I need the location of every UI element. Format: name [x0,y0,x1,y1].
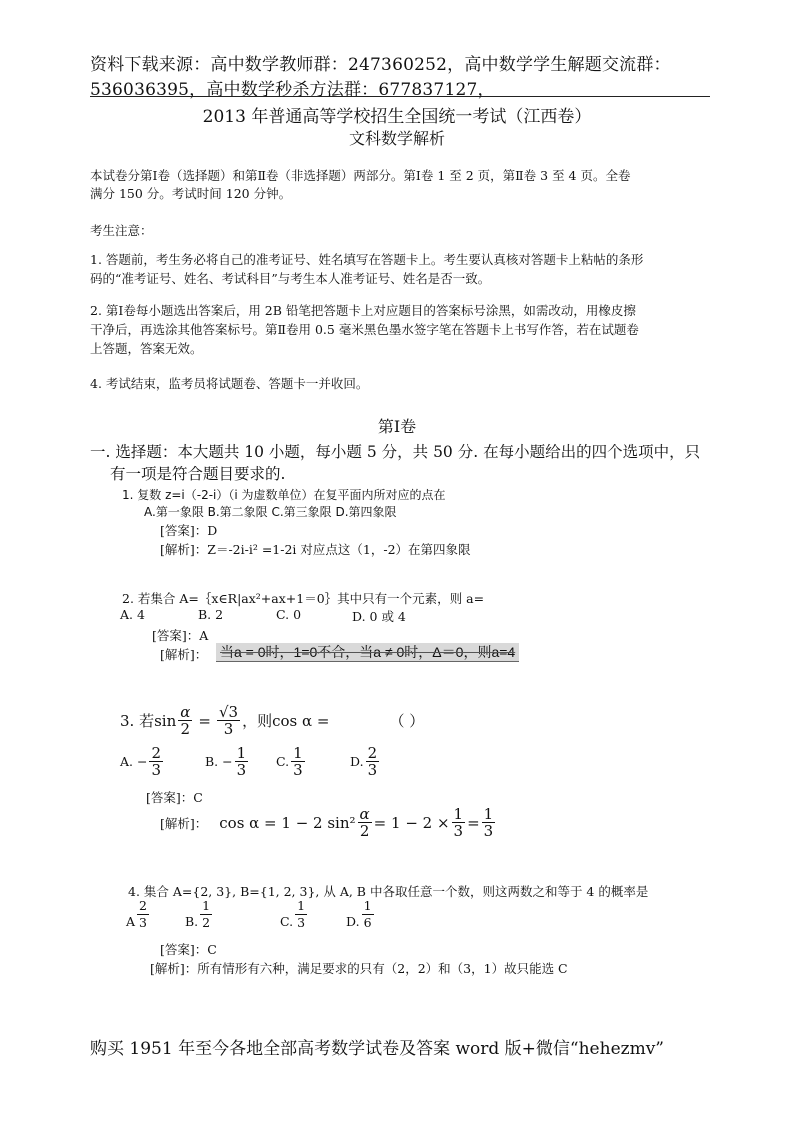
note-2-line-3: 上答题，答案无效。 [90,341,203,356]
note-2-line-2: 干净后，再选涂其他答案标号。第Ⅱ卷用 0.5 毫米黑色墨水签字笔在答题卡上书写作答，若在试题卷 [90,322,639,337]
q3-option-b: B. − $\frac{1}{3}$ [205,744,247,779]
intro-line-2: 满分 150 分。考试时间 120 分钟。 [90,186,292,201]
intro-line-1: 本试卷分第Ⅰ卷（选择题）和第Ⅱ卷（非选择题）两部分。第Ⅰ卷 1 至 2 页，第Ⅱ卷 3 至 4 页。全卷 [90,168,631,183]
q4-option-b: B. $\frac{1}{2}$ [185,898,211,930]
header-divider [90,96,710,97]
q2-option-a: A. 4 [120,607,145,622]
header-source-line-1: 资料下载来源：高中数学教师群：247360252，高中数学学生解题交流群： [90,55,671,75]
note-1-line-2: 码的“准考证号、姓名、考试科目”与考生本人准考证号、姓名是否一致。 [90,271,491,286]
q4-option-d: D. $\frac{1}{6}$ [346,898,372,930]
q2-option-c: C. 0 [276,607,302,622]
q2-option-b: B. 2 [198,607,224,622]
q3-alpha-over-2: $\frac{\alpha}{2}$ [180,703,191,738]
q3-stem: 3. 若sin $\frac{\alpha}{2}$ = $\frac{√3}{3}$ ，则cos α = （ ） [120,703,425,738]
part1-instructions-line-1: 一. 选择题：本大题共 10 小题，每小题 5 分，共 50 分. 在每小题给出的四个选项中，只 [90,443,701,461]
page-title: 2013 年普通高等学校招生全国统一考试（江西卷） [202,107,592,127]
q1-answer: [答案]：D [160,523,218,538]
q4-option-a: A $\frac{2}{3}$ [126,898,147,930]
q1-options: A.第一象限 B.第二象限 C.第三象限 D.第四象限 [144,505,397,519]
q4-analysis: [解析]：所有情形有六种，满足要求的只有（2，2）和（3，1）故只能选 C [150,961,568,976]
header-source-line-2: 536036395，高中数学秒杀方法群：677837127， [90,80,495,100]
q1-stem: 1. 复数 z=i（-2-i）（i 为虚数单位）在复平面内所对应的点在 [122,488,446,502]
q3-sqrt3-over-3: $\frac{√3}{3}$ [218,703,239,738]
q4-option-c: C. $\frac{1}{3}$ [280,898,306,930]
q3-analysis: [解析]： cos α = 1 − 2 sin² $\frac{\alpha}{2}$ = 1 − 2 × $\frac{1}{3}$ = $\frac{1}{3}$ [160,805,494,840]
notice-title: 考生注意： [90,223,153,238]
page-subtitle: 文科数学解析 [348,129,445,148]
q3-option-d: D. $\frac{2}{3}$ [350,744,378,779]
note-1-line-1: 1. 答题前，考生务必将自己的准考证号、姓名填写在答题卡上。考生要认真核对答题卡上粘帖的条形 [90,252,644,267]
note-2-line-1: 2. 第Ⅰ卷每小题选出答案后，用 2B 铅笔把答题卡上对应题目的答案标号涂黑，如需改动，用橡皮擦 [90,303,636,318]
q3-cos-question: ，则cos α = [242,712,330,730]
q2-analysis-label: [解析]： [160,647,208,662]
note-4: 4. 考试结束，监考员将试题卷、答题卡一并收回。 [90,376,369,391]
q4-answer: [答案]：C [160,942,217,957]
q3-option-c: C. $\frac{1}{3}$ [276,744,303,779]
q2-answer: [答案]：A [152,628,209,643]
q2-stem: 2. 若集合 A=｛x∈R|ax²+ax+1＝0｝其中只有一个元素，则 a= [122,591,485,606]
part1-instructions-line-2: 有一项是符合题目要求的. [110,465,286,483]
q4-stem: 4. 集合 A={2, 3}, B={1, 2, 3}, 从 A, B 中各取任意一个数，则这两数之和等于 4 的概率是 [128,884,649,899]
q3-answer: [答案]：C [146,790,203,805]
q2-analysis-highlight [216,642,519,662]
q1-analysis: [解析]：Z＝-2i-i² =1-2i 对应点这（1，-2）在第四象限 [160,542,471,557]
q3-answer-paren: （ ） [389,712,425,730]
q2-analysis-text: 当a = 0时，1=0不合，当a ≠ 0时，Δ＝0，则a=4 [216,643,519,662]
footer-note: 购买 1951 年至今各地全部高考数学试卷及答案 word 版+微信“hehezmv” [90,1039,664,1059]
q2-option-d: D. 0 或 4 [352,609,406,624]
q3-prefix: 3. 若sin [120,712,177,730]
section-title: 第Ⅰ卷 [377,417,417,436]
q3-option-a: A. − $\frac{2}{3}$ [120,744,161,779]
